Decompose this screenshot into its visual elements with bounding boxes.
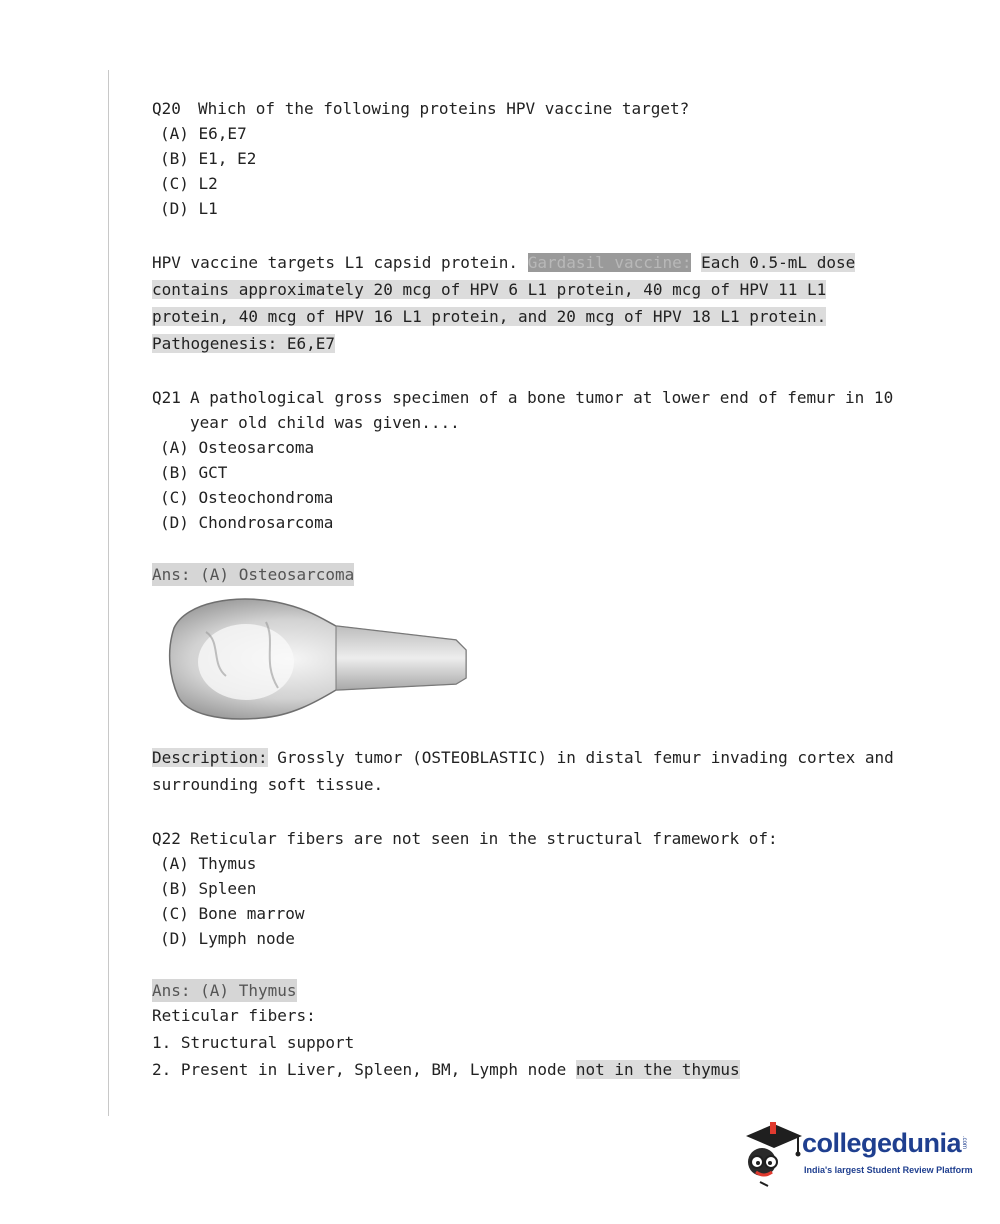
- answer-badge: Ans: (A) Osteosarcoma: [152, 565, 355, 584]
- options-list: [160, 435, 912, 535]
- question-20: [152, 96, 912, 121]
- question-text: Reticular fibers are not seen in the structural framework of:: [190, 829, 778, 848]
- page-content: [152, 96, 912, 1083]
- option-b: (B) GCT: [160, 463, 228, 482]
- reticular-heading: Reticular fibers:: [152, 1006, 316, 1025]
- question-number: Q21: [152, 388, 181, 407]
- question-22: [152, 826, 912, 851]
- options-list: [160, 851, 912, 951]
- graduate-mascot-icon: [740, 1118, 804, 1188]
- option-d: (D) Lymph node: [160, 929, 295, 948]
- question-number: Q20: [152, 99, 181, 118]
- option-a: (A) Thymus: [160, 854, 257, 873]
- option-b: (B) Spleen: [160, 879, 257, 898]
- question-21: [152, 385, 912, 435]
- list-item: [152, 1056, 912, 1083]
- option-b: (B) E1, E2: [160, 149, 257, 168]
- explanation-text: HPV vaccine targets L1 capsid protein.: [152, 253, 519, 272]
- logo-wordmark: collegedunia: [802, 1128, 962, 1158]
- answer-badge: Ans: (A) Thymus: [152, 981, 297, 1000]
- option-a: (A) Osteosarcoma: [160, 438, 315, 457]
- question-number: Q22: [152, 829, 181, 848]
- question-text: Which of the following proteins HPV vaccine target?: [198, 99, 690, 118]
- margin-rule: [108, 70, 109, 1116]
- gardasil-dose-text: Each 0.5-mL dose contains approximately 20 mcg of HPV 6 L1 protein, 40 mcg of HPV 11 L1 protein, 40 mcg of HPV 16 L1 protein, and 20 mcg of HPV 18 L1 protein.: [152, 253, 856, 326]
- option-d: (D) Chondrosarcoma: [160, 513, 334, 532]
- pathogenesis-text: Pathogenesis: E6,E7: [152, 334, 336, 353]
- collegedunia-logo: [740, 1118, 980, 1188]
- gardasil-label: Gardasil vaccine:: [527, 253, 692, 272]
- thymus-highlight: not in the thymus: [575, 1060, 740, 1079]
- bone-specimen-image: [166, 592, 468, 722]
- description-paragraph: [152, 744, 912, 798]
- list-item: 1. Structural support: [152, 1033, 355, 1052]
- list-item-text: 2. Present in Liver, Spleen, BM, Lymph node: [152, 1060, 576, 1079]
- option-c: (C) Osteochondroma: [160, 488, 334, 507]
- explanation-paragraph: [152, 249, 912, 330]
- option-d: (D) L1: [160, 199, 218, 218]
- description-label: Description:: [152, 748, 268, 767]
- description-text: Grossly tumor (OSTEOBLASTIC) in distal femur invading cortex and surrounding soft tissue.: [152, 748, 894, 794]
- option-c: (C) Bone marrow: [160, 904, 305, 923]
- question-text: A pathological gross specimen of a bone tumor at lower end of femur in 10 year old child was given....: [190, 388, 894, 432]
- logo-suffix: .com: [961, 1136, 967, 1150]
- option-c: (C) L2: [160, 174, 218, 193]
- logo-tagline: India's largest Student Review Platform: [804, 1165, 973, 1175]
- options-list: [160, 121, 912, 221]
- option-a: (A) E6,E7: [160, 124, 247, 143]
